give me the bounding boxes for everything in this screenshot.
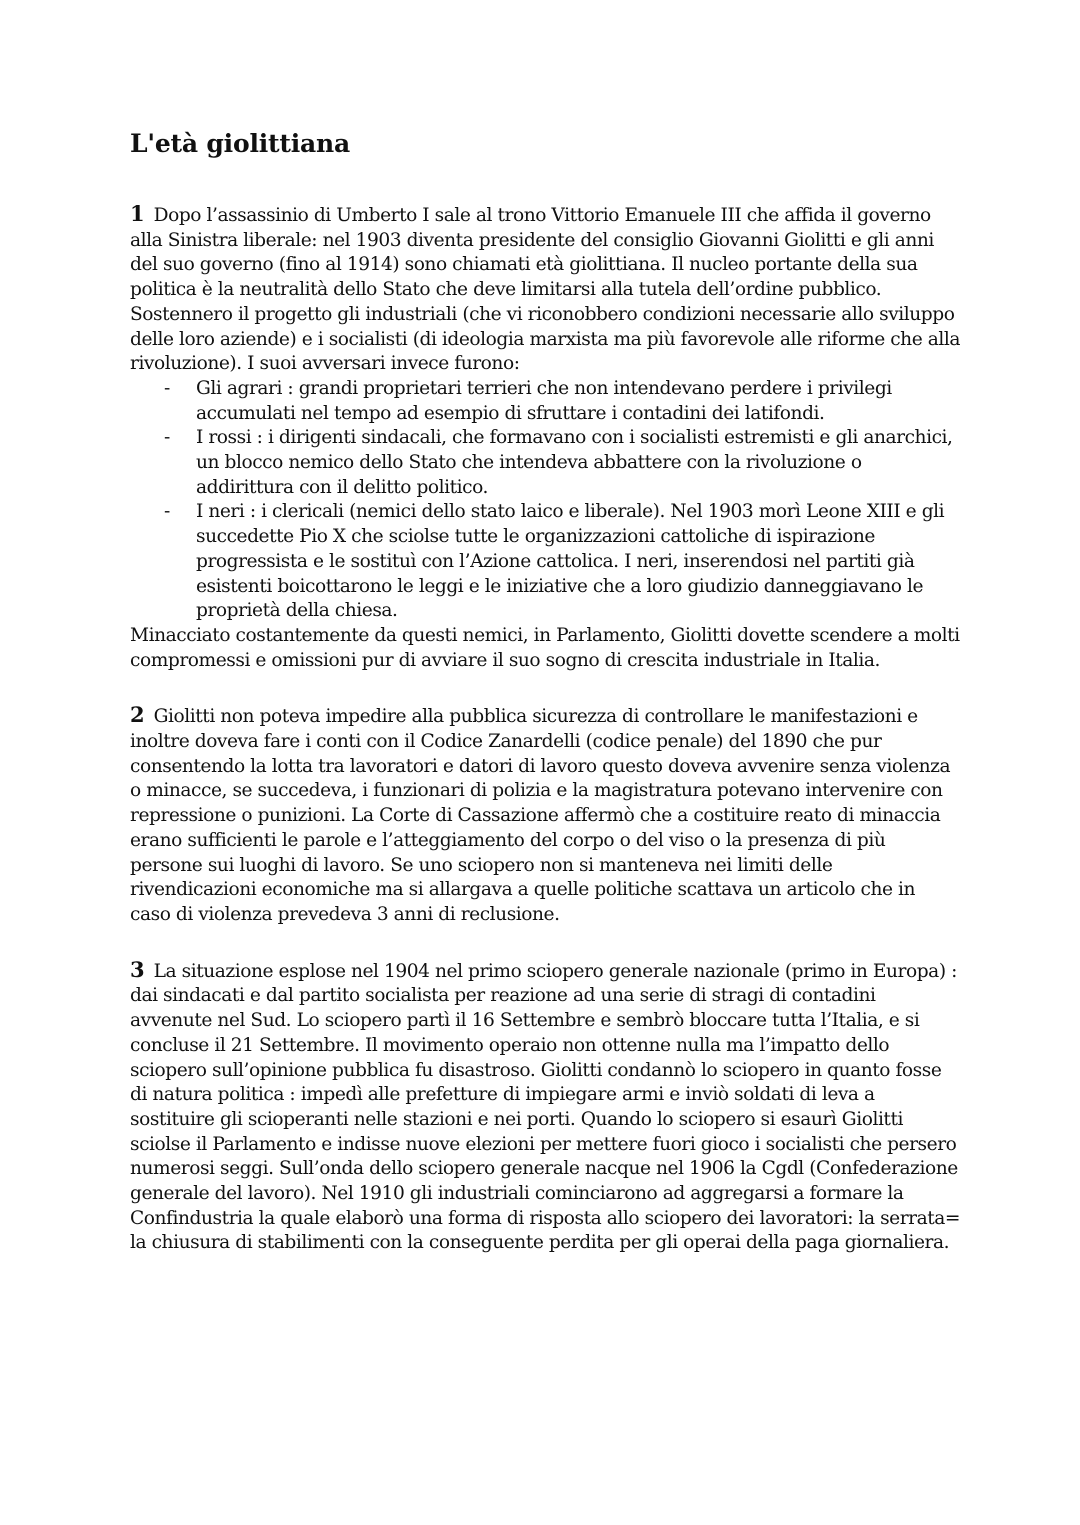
list-item-text: I rossi : i dirigenti sindacali, che formavano con i socialisti estremisti e gli anarchici, un blocco nemico dello Stato che intendeva abbattere con la rivoluzione o addirittura con il delitto politico.	[196, 427, 953, 498]
section-2-body: Giolitti non poteva impedire alla pubblica sicurezza di controllare le manifestazioni e inoltre doveva fare i conti con il Codice Zanardelli (codice penale) del 1890 che pur consentendo la lotta tra lavoratori e datori di lavoro questo doveva avvenire senza violenza o minacce, se succedeva, i funzionari di polizia e la magistratura potevano intervenire con repressione o punizioni. La Corte di Cassazione affermò che a costituire reato di minaccia erano sufficienti le parole e l’atteggiamento del corpo o del viso o la presenza di più persone sui luoghi di lavoro. Se uno sciopero non si manteneva nei limiti delle rivendicazioni economiche ma si allargava a quelle politiche scattava un articolo che in caso di violenza prevedeva 3 anni di reclusione.	[130, 706, 951, 925]
section-1	[130, 202, 960, 673]
section-3-text	[130, 958, 960, 1256]
dash-marker: -	[164, 427, 170, 449]
list-item	[130, 426, 960, 500]
section-number: 2	[130, 702, 145, 728]
section-2	[130, 703, 960, 927]
list-item-text: I neri : i clericali (nemici dello stato laico e liberale). Nel 1903 morì Leone XIII e gli succedette Pio X che sciolse tutte le organizzazioni cattoliche di ispirazione progressista e le sostituì con l’Azione cattolica. I neri, inserendosi nel partiti già esistenti boicottarono le leggi e le iniziative che a loro giudizio danneggiavano le proprietà della chiesa.	[196, 501, 945, 622]
section-2-text	[130, 703, 960, 927]
section-1-intro	[130, 202, 960, 377]
list-item	[130, 500, 960, 624]
dash-marker: -	[164, 501, 170, 523]
section-3-body: La situazione esplose nel 1904 nel primo sciopero generale nazionale (primo in Europa) : dai sindacati e dal partito socialista per reazione ad una serie di stragi di contadini avvenute nel Sud. Lo sciopero partì il 16 Settembre e sembrò bloccare tutta l’Italia, e si concluse il 21 Settembre. Il movimento operaio non ottenne nulla ma l’impatto dello sciopero sull’opinione pubblica fu disastroso. Giolitti condannò lo sciopero in quanto fosse di natura politica : impedì alle prefetture di impiegare armi e inviò soldati di leva a sostituire gli scioperanti nelle stazioni e nei porti. Quando lo sciopero si esaurì Giolitti sciolse il Parlamento e indisse nuove elezioni per mettere fuori gioco i socialisti che persero numerosi seggi. Sull’onda dello sciopero generale nacque nel 1906 la Cgdl (Confederazione generale del lavoro). Nel 1910 gli industriali cominciarono ad aggregarsi a formare la Confindustria la quale elaborò una forma di risposta allo sciopero dei lavoratori: la serrata= la chiusura di stabilimenti con la conseguente perdita per gli operai della paga giornaliera.	[130, 960, 961, 1254]
section-3	[130, 958, 960, 1256]
section-number: 3	[130, 956, 145, 982]
document-title: L'età giolittiana	[130, 129, 351, 158]
section-number: 1	[130, 201, 145, 226]
document-page	[130, 126, 960, 1286]
adversaries-list	[130, 377, 960, 624]
dash-marker: -	[164, 377, 170, 399]
section-1-outro: Minacciato costantemente da questi nemici, in Parlamento, Giolitti dovette scendere a molti compromessi e omissioni pur di avviare il suo sogno di crescita industriale in Italia.	[130, 624, 960, 671]
list-item-text: Gli agrari : grandi proprietari terrieri che non intendevano perdere i privilegi accumulati nel tempo ad esempio di sfruttare i contadini dei latifondi.	[196, 377, 892, 424]
section-1-intro-text: Dopo l’assassinio di Umberto I sale al trono Vittorio Emanuele III che affida il governo alla Sinistra liberale: nel 1903 diventa presidente del consiglio Giovanni Giolitti e gli anni del suo governo (fino al 1914) sono chiamati età giolittiana. Il nucleo portante della sua politica è la neutralità dello Stato che deve limitarsi alla tutela dell’ordine pubblico. Sostennero il progetto gli industriali (che vi riconobbero condizioni necessarie allo sviluppo delle loro aziende) e i socialisti (di ideologia marxista ma più favorevole alle riforme che alla rivoluzione). I suoi avversari invece furono:	[130, 205, 960, 375]
list-item	[130, 377, 960, 426]
